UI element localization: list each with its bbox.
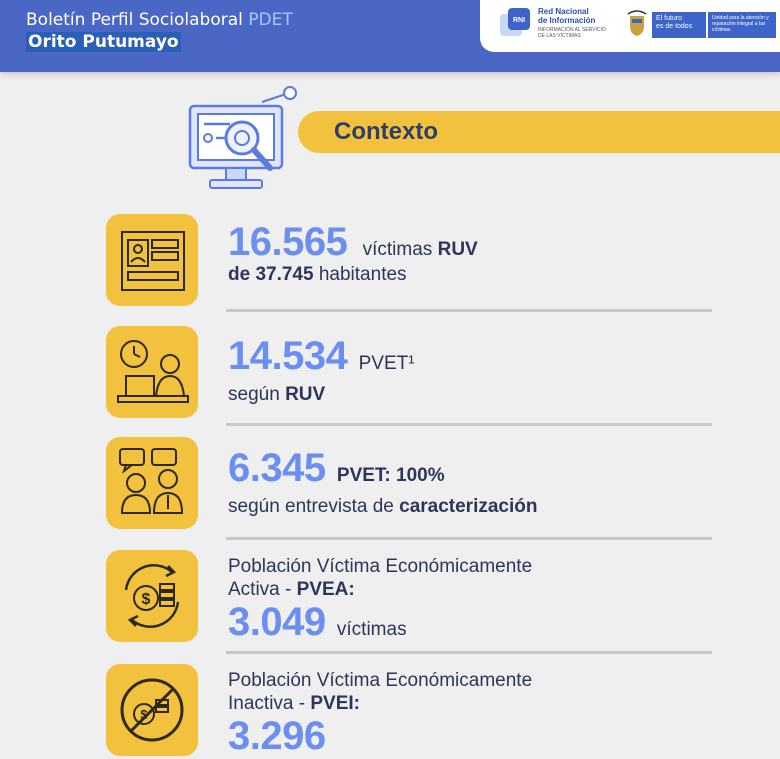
stat-4-number: 3.049: [228, 600, 326, 644]
stat-1-line2: de 37.745 habitantes: [228, 264, 407, 285]
stat-1-line1: 16.565 víctimas RUV: [228, 220, 478, 264]
monitor-analysis-icon: [186, 84, 306, 196]
stat-4-line3: 3.049 víctimas: [228, 600, 407, 644]
no-money-icon: [106, 664, 198, 756]
stat-tile-pvet: [106, 326, 198, 418]
stat-tile-victims: [106, 214, 198, 306]
rni-logo-icon: [498, 6, 532, 40]
stat-5-line3: [228, 714, 326, 759]
stat-tile-interview: [106, 437, 198, 529]
stat-4-line1: Población Víctima Económicamente: [228, 556, 533, 577]
divider: [226, 651, 712, 654]
stat-4-line2: Activa - PVEA:: [228, 579, 355, 600]
stat-3-line2: según entrevista de caracterización: [228, 496, 538, 517]
id-card-icon: [106, 214, 198, 306]
stat-5-number: 3.296: [228, 714, 326, 758]
divider: [226, 537, 712, 540]
stat-5-line1: Población Víctima Económicamente: [228, 670, 533, 691]
stat-tile-pvea: [106, 550, 198, 642]
bulletin-title: Boletín Perfil Sociolaboral PDET: [26, 10, 293, 30]
stat-3-number: 6.345: [228, 446, 326, 490]
money-cycle-icon: [106, 550, 198, 642]
futuro-logo: El futuro es de todos: [652, 12, 706, 38]
stat-3-line1: 6.345 PVET: 100%: [228, 446, 445, 490]
logos-panel: [480, 0, 780, 52]
svg-text:RNI: RNI: [512, 17, 526, 24]
unidad-victimas-logo: Unidad para la atención y reparación integral a las víctimas: [708, 12, 776, 38]
interview-icon: [106, 437, 198, 529]
stat-2-line2: según RUV: [228, 384, 326, 405]
worker-clock-icon: [106, 326, 198, 418]
rni-tagline: INFORMACIÓN AL SERVICIO DE LAS VÍCTIMAS: [538, 27, 606, 39]
stat-tile-pvei: [106, 664, 198, 756]
svg-text:$: $: [141, 591, 151, 608]
municipality-title: Orito Putumayo: [28, 32, 179, 52]
section-title: Contexto: [334, 118, 438, 145]
stat-5-line2: Inactiva - PVEI:: [228, 693, 360, 714]
divider: [226, 423, 712, 426]
stat-1-number: 16.565: [228, 220, 348, 264]
divider: [226, 309, 712, 312]
stat-2-line1: 14.534 PVET¹: [228, 334, 415, 378]
coat-of-arms-icon: [626, 10, 648, 38]
rni-name: Red Nacional de Información: [538, 7, 596, 25]
svg-text:$: $: [140, 707, 148, 722]
stat-2-number: 14.534: [228, 334, 348, 378]
